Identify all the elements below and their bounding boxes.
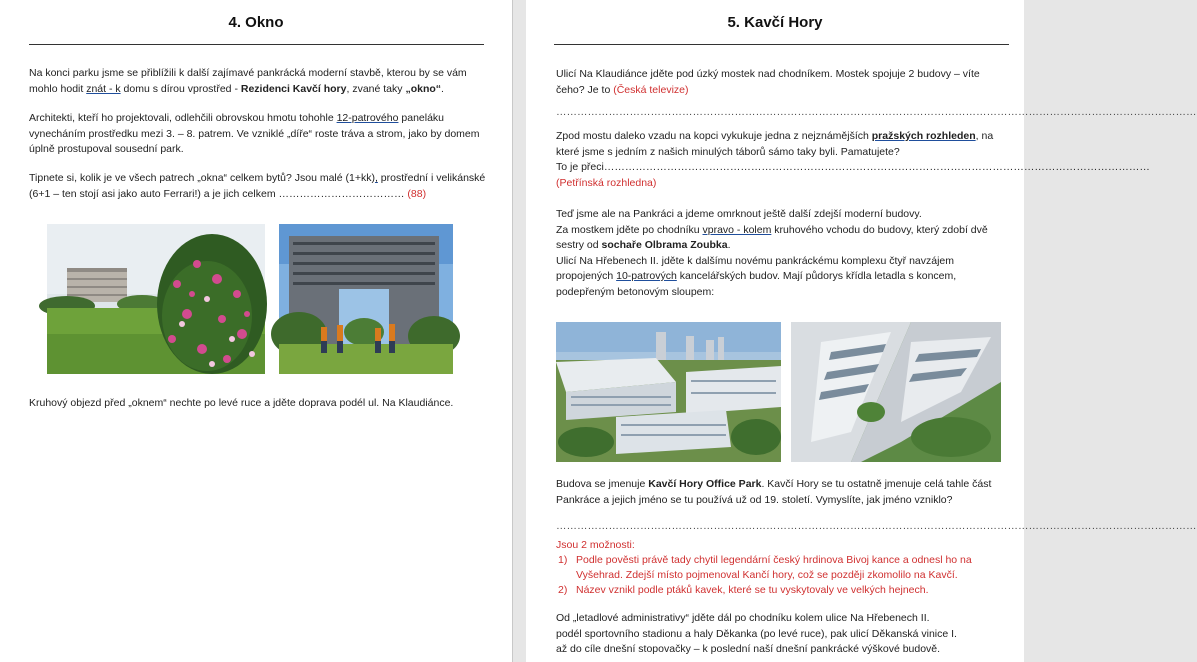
paragraph-directions: Kruhový objezd před „oknem“ nechte po levé ruce a jděte doprava podél ul. Na Klaudiánce.: [29, 397, 454, 409]
list-item: [556, 583, 996, 598]
title-rule: [29, 44, 484, 45]
text-link: 10-patrových: [616, 270, 677, 282]
text-run: Na konci parku jsme se přiblížili k další zajímavé pankrácká moderní stavbě, kterou by se vám mohlo hodit: [29, 67, 467, 95]
text-run: .: [441, 82, 444, 95]
photo-wing-buildings: [791, 322, 1001, 462]
text-run: Ulicí Na Hřebenech II. jděte k dalšímu novému pankráckému komplexu čtyř navzájem propojených: [556, 254, 955, 282]
right-page: [526, 0, 1197, 662]
text-run: až do cíle dnešní stopovačky – k poslední naší dnešní pankrácké výškové budově.: [556, 643, 941, 655]
answer-text: (88): [407, 187, 427, 200]
left-page: [0, 0, 512, 662]
text-run: Architekti, kteří ho projektovali, odlehčili obrovskou hmotu tohohle: [29, 112, 337, 124]
answer-line: …………………………………………………………………………………………………………………………………………………………………: [556, 106, 1197, 118]
page-gap: [512, 0, 526, 662]
photo-office-park: [556, 322, 781, 462]
list-number: 1): [558, 554, 568, 566]
answer-line: …………………………………………………………………………………………………………………………………………………………………: [556, 520, 1197, 532]
text-link: vpravo - kolem: [702, 223, 772, 236]
bold-text: Kavčí Hory Office Park: [648, 478, 762, 490]
text-link: znát - k: [86, 82, 121, 95]
paragraph-office-park: [556, 477, 1006, 508]
section-title-okno: 4. Okno: [228, 14, 284, 31]
paragraph-intro: [29, 66, 489, 97]
page-divider: [512, 0, 513, 662]
text-run: kancelářských budov. Mají půdorys křídla letadla s koncem, podepřeným betonovým sloupem:: [556, 270, 957, 298]
list-text: Podle pověsti právě tady chytil legendární český hrdinova Bivoj kance a odnesl ho na Vyšehrad. Zdejší místo pojmenoval Kančí hory, což se později zkomolilo na Kavčí.: [576, 554, 972, 581]
text-link: 12-patrového: [336, 112, 399, 124]
text-run: To je přeci…………………………………………………………………………………………………………………………………………: [556, 161, 1150, 173]
text-run: Za mostkem jděte po chodníku: [556, 223, 703, 236]
paragraph-pankrac: [556, 207, 1001, 300]
bold-text: „okno“: [405, 82, 442, 95]
text-run: , zvané taky: [346, 82, 406, 95]
answer-text: (Petřínská rozhledna): [556, 176, 657, 189]
list-item: [556, 553, 996, 583]
bold-text: Rezidenci Kavčí hory: [240, 82, 347, 95]
text-run: kruhového vchodu do budovy, který zdobí dvě sestry od: [556, 223, 988, 251]
list-text: Název vznikl podle ptáků kavek, které se tu vyskytovaly ve velkých hejnech.: [576, 584, 929, 596]
answers-list: [556, 553, 996, 598]
text-run: Zpod mostu daleko vzadu na kopci vykukuje jedna z nejznámějších: [556, 130, 872, 142]
bold-text: sochaře Olbrama Zoubka: [601, 239, 728, 251]
paragraph-rozhledna: [556, 129, 1150, 191]
answers-heading: Jsou 2 možnosti:: [556, 539, 635, 551]
text-run: Teď jsme ale na Pankráci a jdeme omrknout ještě další zdejší moderní budovy.: [556, 208, 922, 220]
paragraph-final-directions: [556, 611, 1011, 658]
photo-okno-building: [279, 224, 453, 374]
list-number: 2): [558, 584, 568, 596]
paragraph-mostek: [556, 67, 1001, 98]
text-run: prostřední i velikánské (6+1 – ten stojí asi jako auto Ferrari!) a je jich celkem ………………………………: [29, 172, 486, 200]
text-run: Tipnete si, kolik je ve všech patrech „okna“ celkem bytů? Jsou malé (1+kk): [29, 172, 375, 184]
paragraph-question: [29, 171, 489, 202]
bold-text: pražských rozhleden: [871, 130, 976, 142]
text-run: .: [727, 239, 731, 251]
text-run: paneláku vynecháním prostředku mezi 3. – 8. patrem. Ve vzniklé „díře“ roste tráva a strom, jako by domem úplně prostupoval sousední park.: [29, 112, 480, 155]
text-run: . Kavčí Hory se tu ostatně jmenuje celá tahle část Pankráce a jejich jméno se tu používá už od 19. století. Vymyslíte, jak jméno vzniklo?: [556, 478, 992, 506]
text-run: podél sportovního stadionu a haly Děkanka (po levé ruce), pak ulicí Děkanská vinice I.: [556, 627, 957, 640]
text-link: ,: [374, 172, 378, 184]
photo-park-flowers: [47, 224, 265, 374]
text-run: , na které jsme s jedním z našich minulých táborů sámo taky byli. Pamatujete?: [556, 130, 994, 158]
title-rule: [554, 44, 1009, 45]
section-title-kavci-hory: 5. Kavčí Hory: [727, 14, 823, 31]
text-run: Ulicí Na Klaudiánce jděte pod úzký mostek nad chodníkem. Mostek spojuje 2 budovy – víte čeho? Je to: [556, 68, 980, 96]
answer-text: (Česká televize): [613, 83, 689, 96]
text-run: Budova se jmenuje: [556, 478, 649, 490]
text-run: Od „letadlové administrativy“ jděte dál po chodníku kolem ulice Na Hřebenech II.: [556, 612, 930, 624]
paragraph-architects: [29, 111, 489, 158]
text-run: domu s dírou vprostřed -: [120, 82, 241, 95]
